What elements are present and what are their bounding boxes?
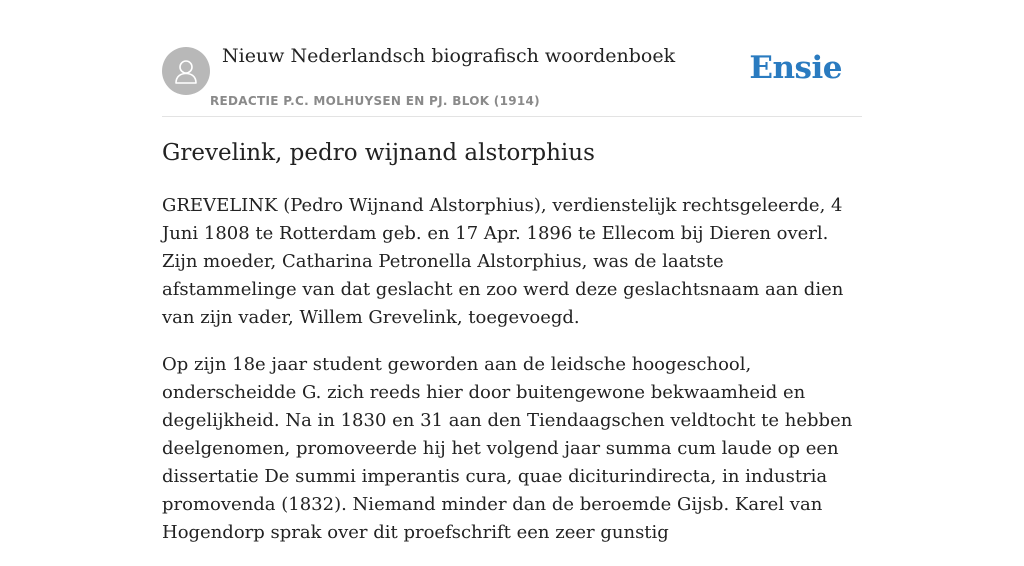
entry-paragraph: GREVELINK (Pedro Wijnand Alstorphius), verdienstelijk rechtsgeleerde, 4 Juni 1808 te Rotterdam geb. en 17 Apr. 1896 te Ellecom bij Dieren overl. Zijn moeder, Catharina Petronella Alstorphius, was de laatste afstammelinge van dat geslacht en zoo werd deze geslachtsnaam aan dien van zijn vader, Willem Grevelink, toegevoegd. [162,195,844,328]
entry-paragraph: Op zijn 18e jaar student geworden aan de leidsche hoogeschool, onderscheidde G. zich reeds hier door buitengewone bekwaamheid en degelijkheid. Na in 1830 en 31 aan den Tiendaagschen veldtocht te hebben deelgenomen, promoveerde hij het volgend jaar summa cum laude op een dissertatie De summi imperantis cura, quae diciturindirecta, in industria promovenda (1832). Niemand minder dan de beroemde Gijsb. Karel van Hogendorp sprak over dit proefschrift een zeer gunstig [162,354,853,543]
entry-body [162,192,862,566]
avatar[interactable] [162,47,210,95]
user-icon [171,56,201,86]
book-header [162,0,862,117]
book-editors: REDACTIE P.C. MOLHUYSEN EN PJ. BLOK (1914) [210,94,540,108]
ensie-logo[interactable]: Ensie [749,50,842,86]
entry-title: Grevelink, pedro wijnand alstorphius [162,140,595,166]
book-title[interactable]: Nieuw Nederlandsch biografisch woordenboek [222,45,676,67]
article-container [162,0,862,543]
